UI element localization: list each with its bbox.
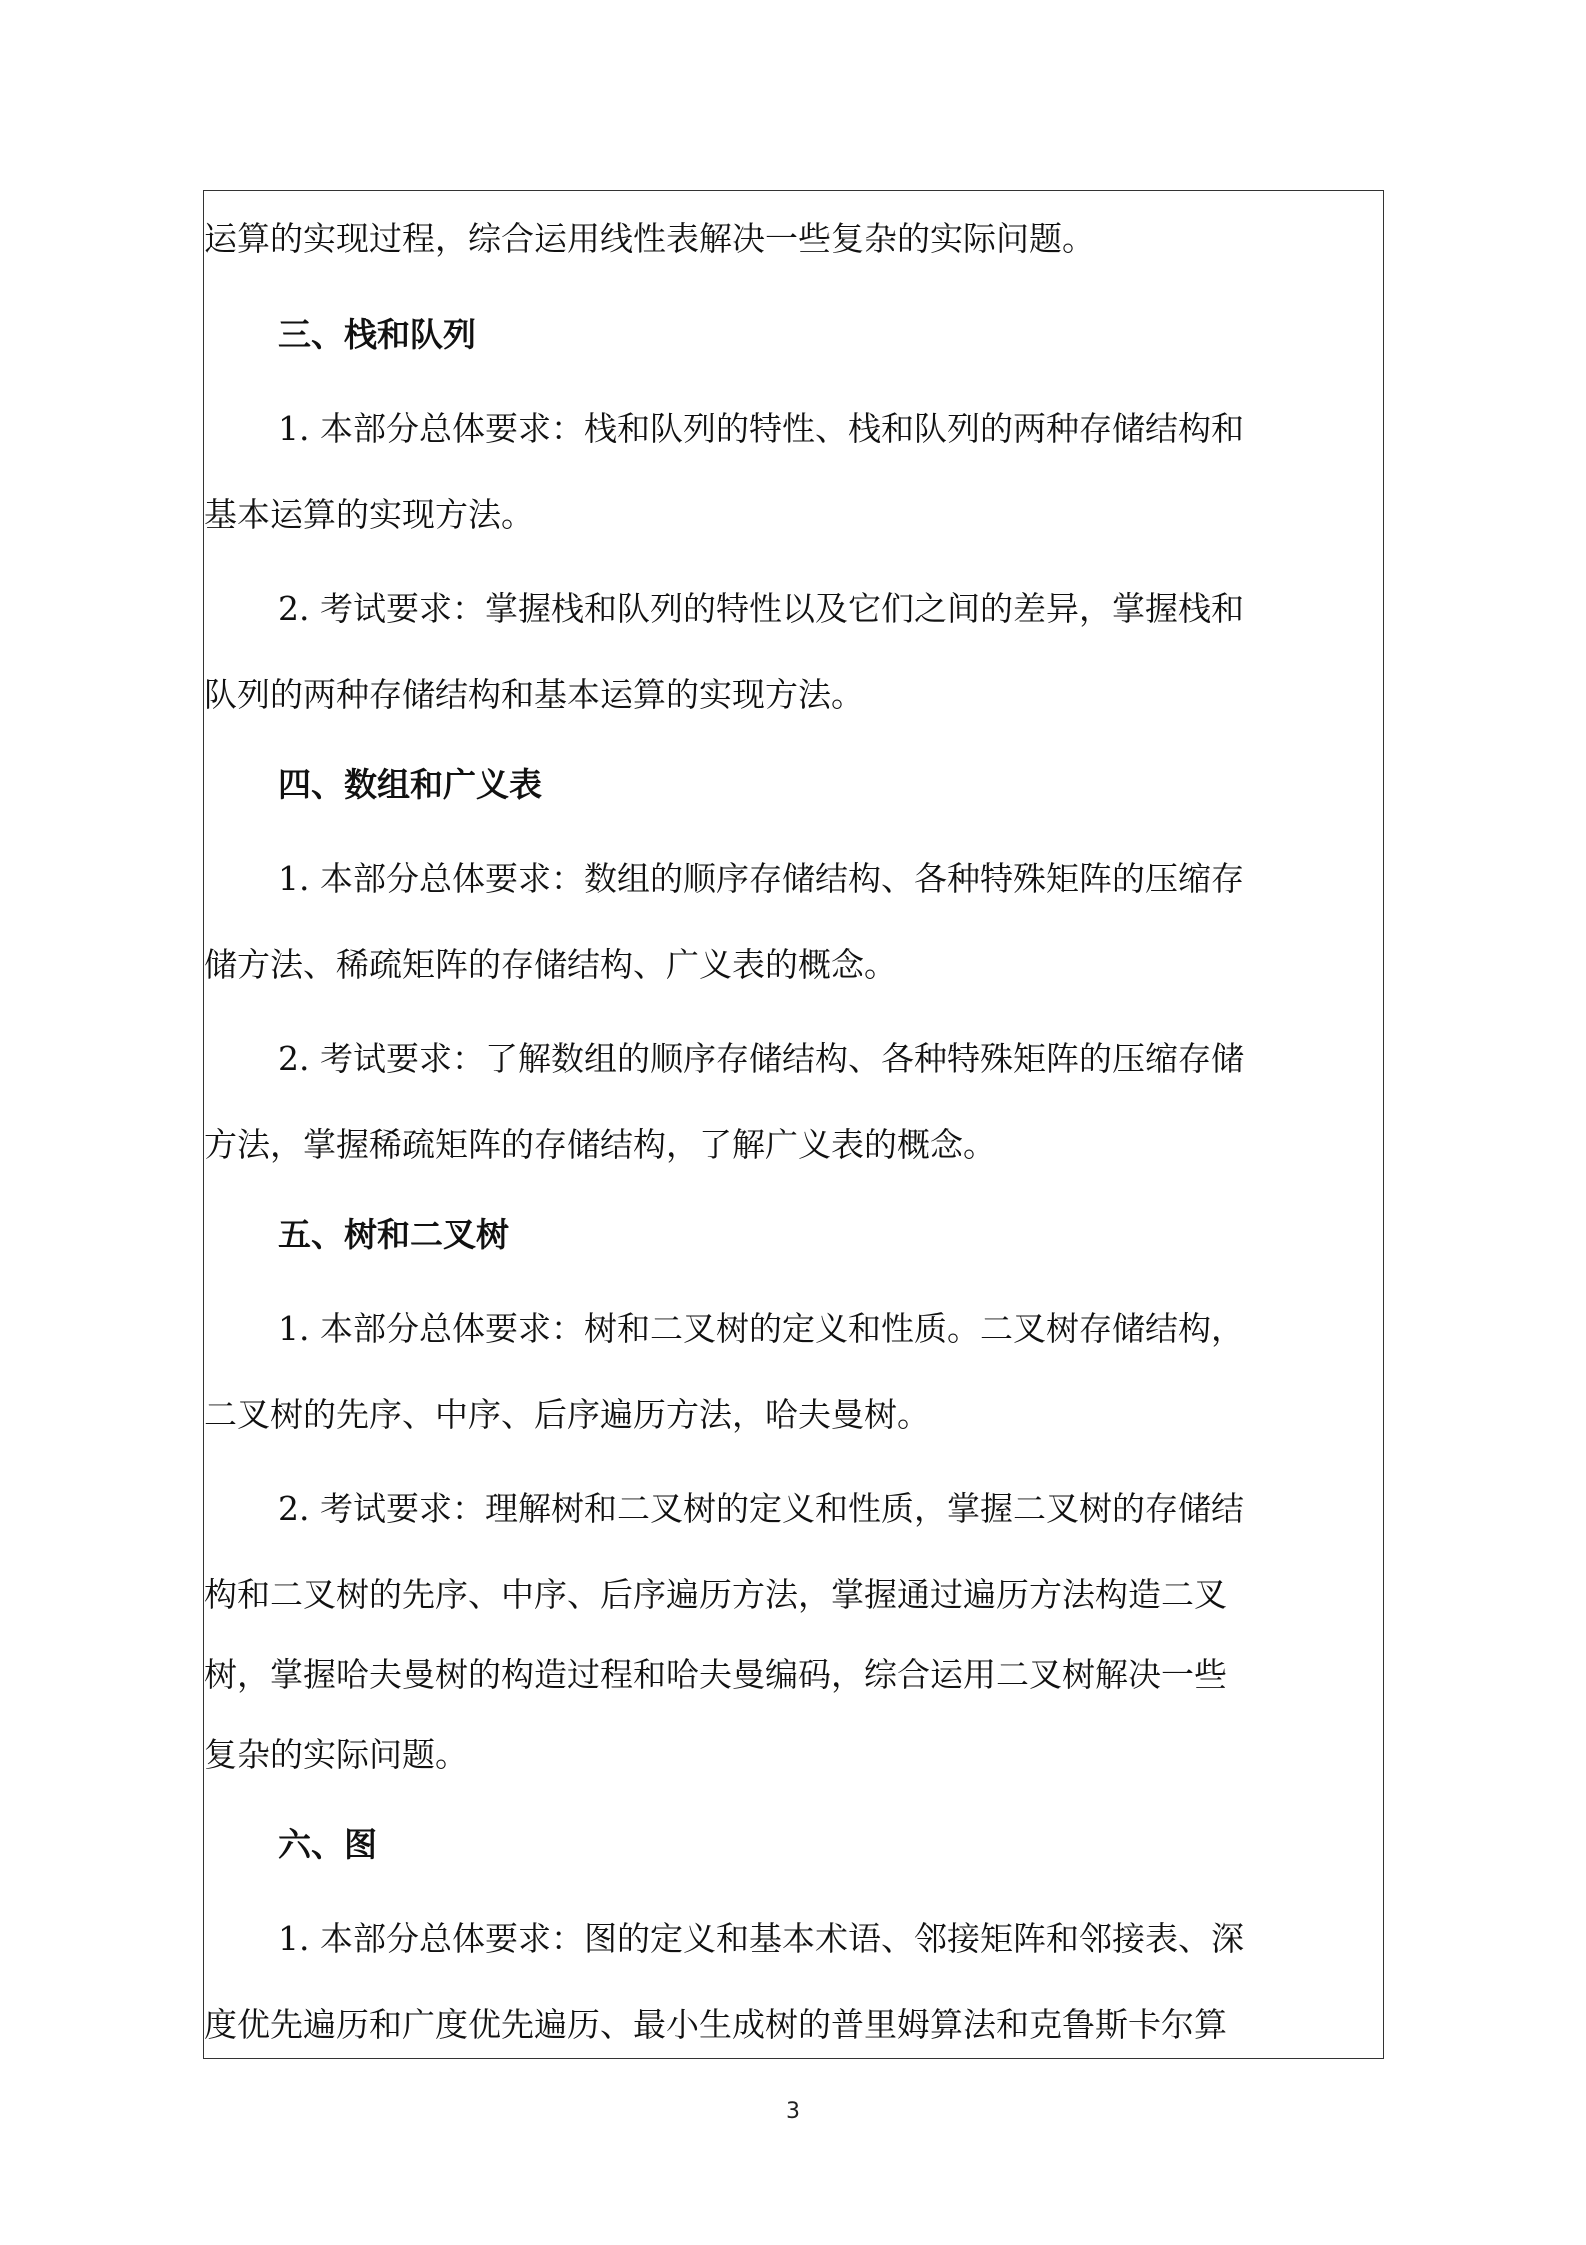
section-heading-arrays: 四、数组和广义表 xyxy=(278,765,542,804)
paragraph-line: 储方法、稀疏矩阵的存储结构、广义表的概念。 xyxy=(204,945,897,984)
paragraph-line: 2. 考试要求：了解数组的顺序存储结构、各种特殊矩阵的压缩存储 xyxy=(278,1039,1244,1078)
section-heading-graphs: 六、图 xyxy=(278,1825,377,1864)
paragraph-line: 1. 本部分总体要求：栈和队列的特性、栈和队列的两种存储结构和 xyxy=(278,409,1244,448)
section-heading-stack-queue: 三、栈和队列 xyxy=(278,315,476,354)
paragraph-line: 1. 本部分总体要求：图的定义和基本术语、邻接矩阵和邻接表、深 xyxy=(278,1919,1244,1958)
section-heading-trees: 五、树和二叉树 xyxy=(278,1215,509,1254)
paragraph-line: 队列的两种存储结构和基本运算的实现方法。 xyxy=(204,675,864,714)
paragraph-line: 2. 考试要求：理解树和二叉树的定义和性质，掌握二叉树的存储结 xyxy=(278,1489,1244,1528)
paragraph-line: 1. 本部分总体要求：树和二叉树的定义和性质。二叉树存储结构， xyxy=(278,1309,1244,1348)
paragraph-line: 复杂的实际问题。 xyxy=(204,1735,468,1774)
paragraph-line: 方法，掌握稀疏矩阵的存储结构，了解广义表的概念。 xyxy=(204,1125,996,1164)
paragraph-line: 二叉树的先序、中序、后序遍历方法，哈夫曼树。 xyxy=(204,1395,930,1434)
content-frame xyxy=(203,190,1384,2059)
paragraph-line: 构和二叉树的先序、中序、后序遍历方法，掌握通过遍历方法构造二叉 xyxy=(204,1575,1227,1614)
paragraph-line: 基本运算的实现方法。 xyxy=(204,495,534,534)
paragraph-line: 树，掌握哈夫曼树的构造过程和哈夫曼编码，综合运用二叉树解决一些 xyxy=(204,1655,1227,1694)
page-number: 3 xyxy=(786,2099,800,2124)
paragraph-line: 1. 本部分总体要求：数组的顺序存储结构、各种特殊矩阵的压缩存 xyxy=(278,859,1244,898)
paragraph-line: 2. 考试要求：掌握栈和队列的特性以及它们之间的差异，掌握栈和 xyxy=(278,589,1244,628)
paragraph-line: 运算的实现过程，综合运用线性表解决一些复杂的实际问题。 xyxy=(204,219,1095,258)
paragraph-line: 度优先遍历和广度优先遍历、最小生成树的普里姆算法和克鲁斯卡尔算 xyxy=(204,2005,1227,2044)
